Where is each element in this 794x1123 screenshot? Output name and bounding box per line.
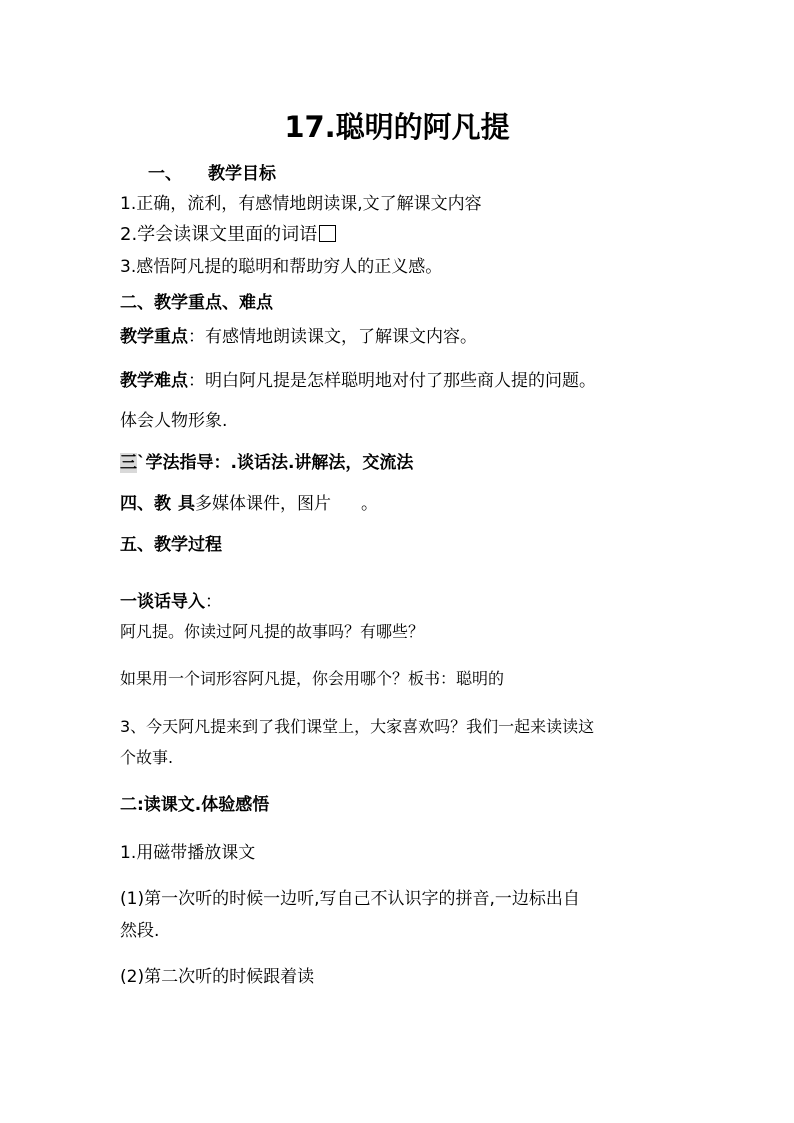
- intro-line-3: 3、今天阿凡提来到了我们课堂上，大家喜欢吗？我们一起来读读这: [120, 717, 595, 736]
- reading-item-1: 1.用磁带播放课文: [120, 843, 256, 863]
- tools-end-punct: 。: [361, 494, 378, 514]
- difficulty-line: [120, 373, 596, 390]
- section-number: 一、: [148, 164, 182, 184]
- process-heading-intro-text: 一谈话导入: [120, 592, 205, 612]
- tools-prefix-2: 具: [178, 494, 195, 514]
- intro-line-3-continued: 个故事.: [120, 748, 174, 767]
- reading-sub-1-continued: 然段.: [120, 921, 160, 941]
- key-point-label: 教学重点: [120, 327, 188, 347]
- objective-item-1: 1.正确，流利，有感情地朗读课,文了解课文内容: [120, 194, 482, 214]
- objective-item-2-text: 2.学会读课文里面的词语: [120, 224, 318, 245]
- process-heading-intro: [120, 594, 222, 611]
- section-title: 教学目标: [208, 164, 276, 184]
- key-point-line: [120, 329, 477, 346]
- section-heading-tools: [120, 496, 378, 513]
- methods-text: `学法指导：.谈话法.讲解法，交流法: [137, 453, 414, 473]
- reading-sub-2: (2)第二次听的时候跟着读: [120, 967, 315, 987]
- tools-text: 多媒体课件，图片: [195, 494, 331, 514]
- intro-line-2: 如果用一个词形容阿凡提，你会用哪个？板书：聪明的: [120, 669, 505, 688]
- section-heading-methods: [120, 455, 413, 472]
- document-title: 17.聪明的阿凡提: [284, 110, 510, 144]
- key-point-text: ：有感情地朗读课文，了解课文内容。: [188, 327, 477, 347]
- difficulty-text-continued: 体会人物形象.: [120, 411, 228, 431]
- objective-item-2: [120, 225, 336, 244]
- objective-item-3: 3.感悟阿凡提的聪明和帮助穷人的正义感。: [120, 257, 443, 277]
- process-heading-reading: 二:读课文.体验感悟: [120, 795, 270, 815]
- section-heading-process: 五、教学过程: [120, 535, 222, 555]
- difficulty-text: ：明白阿凡提是怎样聪明地对付了那些商人提的问题。: [188, 371, 596, 391]
- highlighted-section-number: 三: [120, 453, 137, 473]
- empty-square-icon: [319, 225, 336, 242]
- intro-line-1: 阿凡提。你读过阿凡提的故事吗？有哪些？: [120, 622, 425, 641]
- difficulty-label: 教学难点: [120, 371, 188, 391]
- process-heading-intro-colon: ：: [205, 592, 222, 612]
- tools-prefix: 四、教: [120, 494, 171, 514]
- reading-sub-1: (1)第一次听的时候一边听,写自己不认识字的拼音,一边标出自: [120, 889, 580, 909]
- section-heading-objectives: [148, 166, 276, 183]
- section-heading-focus: 二、教学重点、难点: [120, 293, 273, 313]
